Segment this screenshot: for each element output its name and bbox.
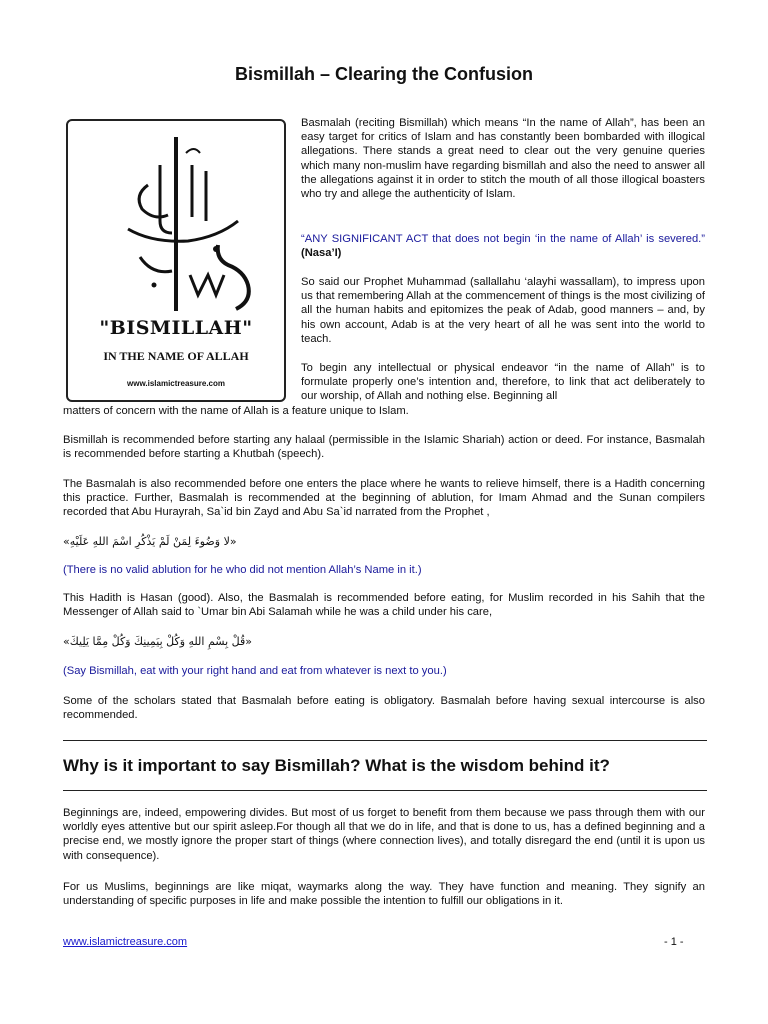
logo-url: www.islamictreasure.com — [127, 379, 225, 388]
endeavor-paragraph-continued: matters of concern with the name of Allah is a feature unique to Islam. — [63, 405, 409, 417]
section-heading: Why is it important to say Bismillah? What is the wisdom behind it? — [63, 756, 610, 775]
quote-source: (Nasa’I) — [301, 247, 342, 260]
hasan-paragraph: This Hadith is Hasan (good). Also, the Basmalah is recommended before eating, for Muslim recorded in his Sahih that the Messenger of Allah said to `Umar bin Abi Salamah while he was a child under his care, — [63, 592, 705, 619]
quote-text: “ANY SIGNIFICANT ACT that does not begin ‘in the name of Allah’ is severed.” — [301, 233, 705, 245]
hadith1-translation: (There is no valid ablution for he who did not mention Allah’s Name in it.) — [63, 564, 422, 576]
footer-website-link[interactable]: www.islamictreasure.com — [63, 936, 188, 948]
bismillah-logo — [66, 119, 286, 402]
ablution-paragraph: The Basmalah is also recommended before one enters the place where he wants to relieve himself, there is a Hadith concerning this practice. Further, Basmalah is recommended at the beginning of ablution, for Imam Ahmad and the Sunan compilers recorded that Abu Hurayrah, Sa`id bin Zayd and Abu Sa`id narrated from the Prophet , — [63, 478, 705, 519]
bismillah-calligraphy — [68, 125, 284, 315]
scholars-paragraph: Some of the scholars stated that Basmalah before eating is obligatory. Basmalah before having sexual intercourse is also recommended. — [63, 695, 705, 722]
hadith1-arabic: «لا وَضُوءَ لِمَنْ لَمْ يَذْكُرِ اسْمَ اللهِ عَلَيْهِ» — [63, 535, 237, 548]
section-bottom-divider — [63, 790, 707, 791]
prophet-paragraph: So said our Prophet Muhammad (sallallahu ‘alayhi wassallam), to impress upon us that remembering Allah at the commencement of things is the most civilizing of all the human habits and epitomizes the peak of Adab, good manners – and, by his own account, Adab is at the very heart of all he was sent into the world to teach. — [301, 276, 705, 345]
halaal-paragraph: Bismillah is recommended before starting any halaal (permissible in the Islamic Shariah) action or deed. For instance, Basmalah is recommended before starting a Khutbah (speech). — [63, 434, 705, 461]
hadith2-arabic: «قُلْ بِسْمِ اللهِ وَكُلْ بِيَمِينِكَ وَكُلْ مِمَّا يَلِيكَ» — [63, 635, 252, 648]
logo-word: "BISMILLAH" — [99, 317, 253, 339]
endeavor-paragraph: To begin any intellectual or physical endeavor “in the name of Allah” is to formulate properly one’s intention and, therefore, to link that act deliberately to our worship, of Allah and nothing else. Beginning all — [301, 362, 705, 403]
page-title: Bismillah – Clearing the Confusion — [234, 64, 534, 84]
logo-subtitle: IN THE NAME OF ALLAH — [103, 349, 249, 363]
page-number: - 1 - — [664, 936, 684, 948]
intro-paragraph: Basmalah (reciting Bismillah) which means “In the name of Allah”, has been an easy target for critics of Islam and has constantly been bombarded with illogical allegations. There stands a great need to clear out the very genuine queries which many non-muslim have regarding bismillah and also the need to answer all the allegations against it in order to stitch the mouth of all those illogical boasters who try and allege the authenticity of Islam. — [301, 117, 705, 201]
beginnings-paragraph: Beginnings are, indeed, empowering divides. But most of us forget to benefit from them because we pass through them with our worldly eyes attentive but our spirit asleep.For though all that we do in life, and that is done to us, has a defined beginning and a precise end, we mostly ignore the proper start of things (where connection lives), and totally disregard the end (until it is upon us with consequence). — [63, 807, 705, 862]
hadith2-translation: (Say Bismillah, eat with your right hand and eat from whatever is next to you.) — [63, 665, 447, 677]
section-top-divider — [63, 740, 707, 741]
miqat-paragraph: For us Muslims, beginnings are like miqat, waymarks along the way. They have function and meaning. They signify an understanding of specific purposes in life and make possible the intention to fulfill our obligations in it. — [63, 881, 705, 908]
quote-paragraph — [301, 232, 705, 260]
